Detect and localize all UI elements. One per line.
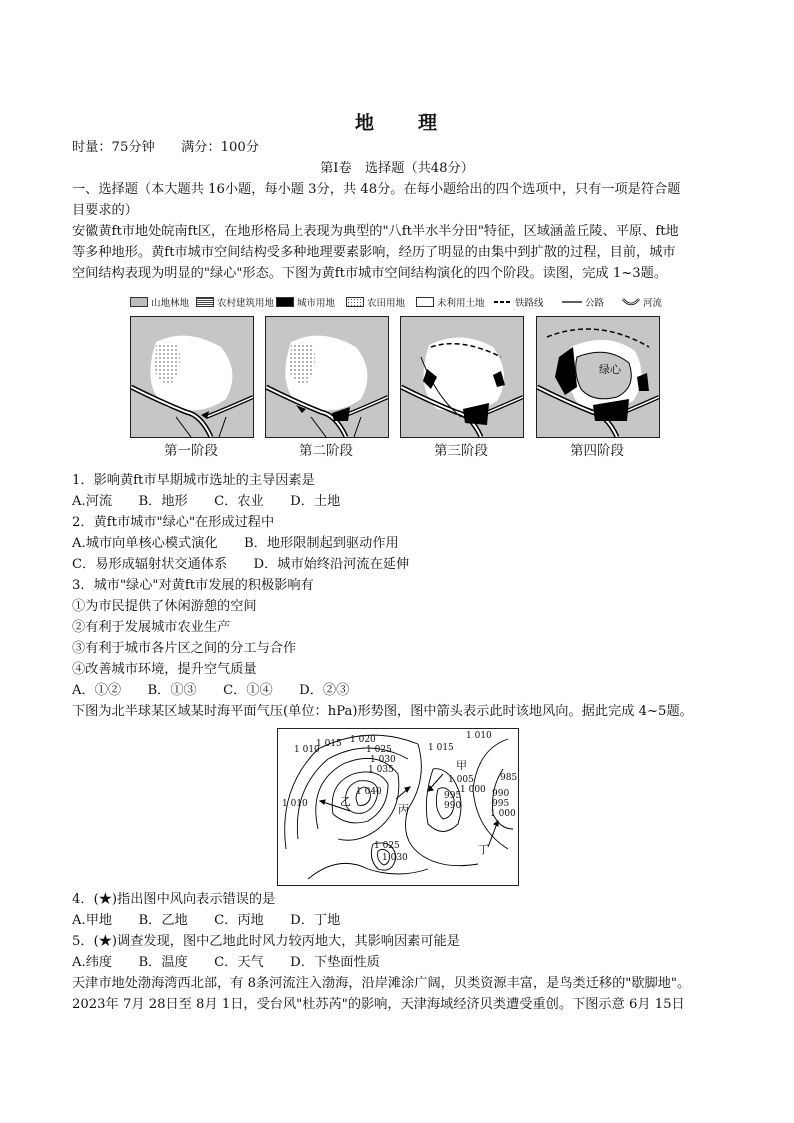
isobar-label: 1 000: [490, 809, 516, 819]
stage-map-1: [130, 316, 254, 438]
q3-item-4: ④改善城市环境，提升空气质量: [72, 662, 257, 677]
legend-road: [562, 295, 604, 309]
green-core-label: 绿心: [599, 363, 621, 376]
isobar-label: 1 025: [366, 745, 392, 755]
legend-label: 铁路线: [515, 298, 544, 309]
farmland-swatch-icon: [346, 297, 364, 307]
isobar-label: 1 015: [316, 739, 342, 749]
legend-label: 公路: [585, 298, 605, 309]
q1-options: A.河流 B．地形 C．农业 D．土地: [72, 494, 341, 509]
stage-label-3: 第三阶段: [434, 443, 488, 459]
isobar-label: 985: [500, 773, 518, 783]
q3-options: A．①② B．①③ C．①④ D．②③: [72, 683, 350, 698]
instructions-line-1: 一、选择题（本大题共 16小题，每小题 3分，共 48分。在每小题给出的四个选项中，只有一项是符合题: [72, 182, 681, 197]
isobar-label: 1 005: [448, 775, 474, 785]
passage2: 下图为北半球某区域某时海平面气压(单位：hPa)形势图，图中箭头表示此时该地风向。据此完成 4~5题。: [72, 704, 693, 719]
legend-label: 农村建筑用地: [217, 298, 275, 309]
q3-item-2: ②有利于发展城市农业生产: [72, 620, 231, 635]
map-legend: [130, 295, 670, 311]
rural-swatch-icon: [196, 297, 214, 307]
legend-farmland: [346, 295, 405, 309]
legend-label: 城市用地: [297, 298, 336, 309]
isobar-label: 1 030: [370, 755, 396, 765]
isobar-label: 995: [492, 799, 510, 809]
isobar-label: 1 015: [428, 743, 454, 753]
place-ding: 丁: [478, 843, 489, 856]
isobar-label: 1 040: [356, 787, 382, 797]
isobar-label: 1 030: [382, 853, 408, 863]
passage3-line-1: 天津市地处渤海湾西北部，有 8条河流注入渤海，沿岸滩涂广阔，贝类资源丰富，是鸟类迁移的"歇脚地"。: [72, 976, 691, 991]
passage1-line-3: 空间结构表现为明显的"绿心"形态。下图为黄ft市城市空间结构演化的四个阶段。读图，完成 1~3题。: [72, 266, 668, 281]
q1-stem: 1．影响黄ft市早期城市选址的主导因素是: [72, 473, 315, 488]
q3-item-3: ③有利于城市各片区之间的分工与合作: [72, 641, 297, 656]
isobar-label: 1 000: [460, 785, 486, 795]
q2-stem: 2．黄ft市城市"绿心"在形成过程中: [72, 515, 275, 530]
unused-swatch-icon: [416, 297, 434, 307]
legend-urban: [276, 295, 335, 309]
isobar-label: 1 010: [282, 799, 308, 809]
q3-item-1: ①为市民提供了休闲游憩的空间: [72, 599, 257, 614]
isobar-label: 990: [444, 801, 462, 811]
stage-label-4: 第四阶段: [570, 443, 624, 459]
isobar-label: 1 020: [350, 735, 376, 745]
stage-label-1: 第一阶段: [164, 443, 218, 459]
q4-options: A.甲地 B．乙地 C．丙地 D．丁地: [72, 913, 341, 928]
section-heading: 第Ⅰ卷 选择题（共48分）: [320, 161, 474, 176]
q2-options-2: C．易形成辐射状交通体系 D．城市始终沿河流在延伸: [72, 557, 410, 572]
legend-river: [622, 295, 662, 309]
stage-map-2: [265, 316, 389, 438]
legend-forest: [130, 295, 189, 309]
instructions-line-2: 目要求的）: [72, 203, 138, 218]
road-line-icon: [562, 298, 582, 306]
q4-stem: 4．(★)指出图中风向表示错误的是: [72, 892, 276, 907]
stage-map-3: [400, 316, 524, 438]
passage3-line-2: 2023年 7月 28日至 8月 1日，受台风"杜苏芮"的影响，天津海域经济贝类遭受重创。下图示意 6月 15日: [72, 997, 685, 1012]
legend-label: 农田用地: [367, 298, 406, 309]
place-yi: 乙: [340, 795, 351, 808]
isobar-label: 995: [444, 791, 462, 801]
isobar-label: 1 010: [466, 731, 492, 741]
place-jia: 甲: [456, 759, 467, 772]
legend-label: 未利用土地: [437, 298, 485, 309]
legend-label: 河流: [643, 298, 663, 309]
q5-options: A.纬度 B．温度 C．天气 D．下垫面性质: [72, 955, 380, 970]
exam-meta: 时量：75分钟 满分：100分: [72, 140, 260, 155]
legend-unused: [416, 295, 485, 309]
place-bing: 丙: [398, 803, 409, 816]
isobar-label: 990: [492, 789, 510, 799]
isobar-label: 1 010: [294, 745, 320, 755]
q5-stem: 5．(★)调查发现，图中乙地此时风力较丙地大，其影响因素可能是: [72, 934, 460, 949]
q3-stem: 3．城市"绿心"对黄ft市发展的积极影响有: [72, 578, 314, 593]
urban-swatch-icon: [276, 297, 294, 307]
passage1-line-1: 安徽黄ft市地处皖南ft区，在地形格局上表现为典型的"八ft半水半分田"特征，区域涵盖丘陵、平原、ft地: [72, 224, 679, 239]
isobar-label: 1 025: [374, 841, 400, 851]
railway-line-icon: [494, 298, 512, 306]
isobar-map: [277, 728, 519, 886]
legend-label: 山地林地: [151, 298, 190, 309]
river-line-icon: [622, 297, 640, 307]
legend-rural: [196, 295, 274, 309]
q2-options-1: A.城市向单核心模式演化 B．地形限制起到驱动作用: [72, 536, 399, 551]
stage-label-2: 第二阶段: [299, 443, 353, 459]
page-title: 地 理: [354, 112, 439, 134]
stage-map-4: [536, 316, 660, 438]
legend-railway: [494, 295, 544, 309]
forest-swatch-icon: [130, 297, 148, 307]
isobar-label: 1 035: [368, 765, 394, 775]
passage1-line-2: 等多种地形。黄ft市城市空间结构受多种地理要素影响，经历了明显的由集中到扩散的过程，目前，城市: [72, 245, 676, 260]
